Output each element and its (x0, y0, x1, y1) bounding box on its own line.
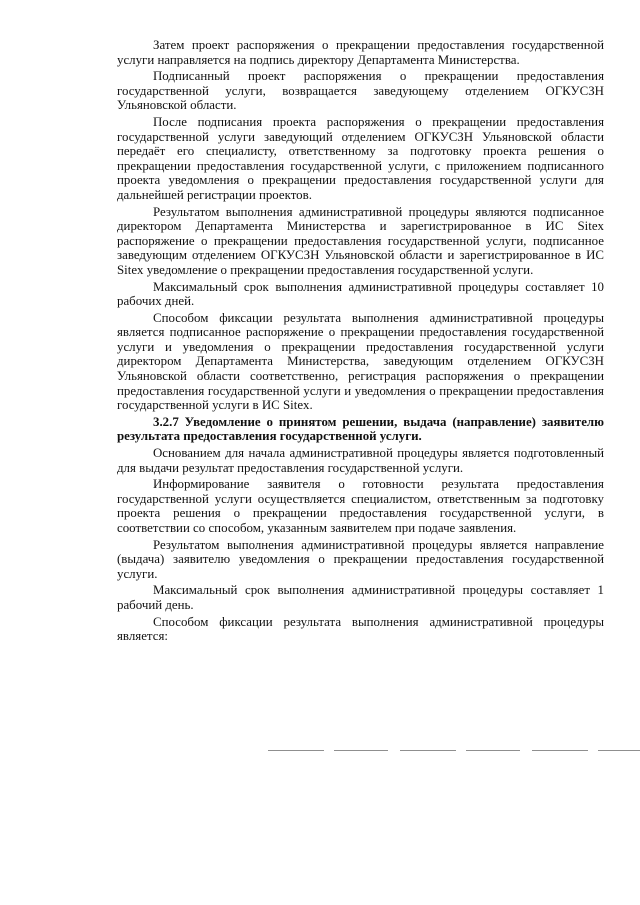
paragraph-fixation-method-final: Способом фиксации результата выполнения административной процедуры является: (117, 614, 604, 644)
paragraph-signed-project-return: Подписанный проект распоряжения о прекращении предоставления государственной услуги, возвращается заведующему отделением ОГКУСЗН Ульяновской области. (117, 69, 604, 113)
paragraph-result-delivery: Результатом выполнения административной процедуры является направление (выдача) заявителю уведомления о прекращении предоставления государственной услуги. (117, 537, 604, 581)
scan-artifact-line (268, 750, 640, 751)
paragraph-max-term-1: Максимальный срок выполнения административной процедуры составляет 1 рабочий день. (117, 583, 604, 612)
paragraph-basis: Основанием для начала административной процедуры является подготовленный для выдачи результат предоставления государственной услуги. (117, 446, 604, 475)
section-heading-3-2-7: 3.2.7 Уведомление о принятом решении, выдача (направление) заявителю результата предоставления государственной услуги. (117, 414, 604, 444)
paragraph-procedure-result: Результатом выполнения административной процедуры являются подписанное директором Департамента Министерства и зарегистрированное в ИС Sitex распоряжение о прекращении предоставления государственной услуги, подписанное заведующим отделением ОГКУСЗН Ульяновской области и зарегистрированное в ИС Sitex уведомление о прекращении предоставления государственной услуги. (117, 204, 604, 277)
paragraph-max-term-10: Максимальный срок выполнения административной процедуры составляет 10 рабочих дней. (117, 279, 604, 309)
paragraph-fixation-method: Способом фиксации результата выполнения административной процедуры является подписанное распоряжение о прекращении предоставления государственной услуги и уведомления о прекращении предоставления государственной услуги директором Департамента Министерства, заведующим отделением ОГКУСЗН Ульяновской области соответственно, регистрация распоряжения о прекращении предоставления государственной услуги и уведомления о прекращении предоставления государственной услуги в ИС Sitex. (117, 310, 604, 413)
paragraph-informing: Информирование заявителя о готовности результата предоставления государственной услуги осуществляется специалистом, ответственным за подготовку проекта решения о прекращении предоставления государственной услуги, в соответствии со способом, указанным заявителем при подаче заявления. (117, 477, 604, 535)
paragraph-signature-referral: Затем проект распоряжения о прекращении предоставления государственной услуги направляется на подпись директору Департамента Министерства. (117, 38, 604, 67)
paragraph-after-signing: После подписания проекта распоряжения о прекращении предоставления государственной услуги заведующий отделением ОГКУСЗН Ульяновской области передаёт его специалисту, ответственному за подготовку проекта решения о прекращении предоставления государственной услуги, с приложением подписанного проекта уведомления о прекращении предоставления государственной услуги для дальнейшей регистрации проектов. (117, 114, 604, 202)
